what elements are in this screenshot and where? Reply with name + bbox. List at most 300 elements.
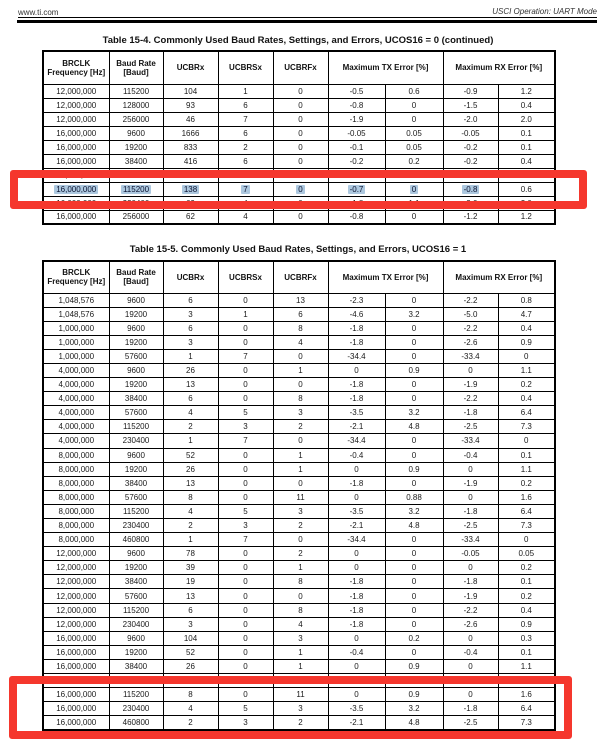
table-cell: 8,000,000 (43, 533, 109, 547)
table-cell: 8,000,000 (43, 462, 109, 476)
table-cell: 0 (273, 196, 328, 210)
table-cell: 230400 (109, 617, 163, 631)
table-cell: -1.8 (328, 617, 385, 631)
table-cell: -1.8 (328, 603, 385, 617)
table-cell: 0 (443, 561, 498, 575)
table-row (43, 448, 555, 462)
table-cell: 230400 (109, 434, 163, 448)
table-cell: 4,000,000 (43, 434, 109, 448)
column-header: Maximum TX Error [%] (328, 51, 443, 84)
table-cell: 0.2 (385, 631, 443, 645)
column-header: UCBRSx (218, 51, 273, 84)
table-row (43, 603, 555, 617)
table-row (43, 490, 555, 504)
table-cell: 7 (218, 112, 273, 126)
table-cell: 3.2 (385, 406, 443, 420)
table-cell: 2 (273, 547, 328, 561)
table-cell: -34.4 (328, 434, 385, 448)
table-cell: 7 (218, 434, 273, 448)
table-cell: 230400 (109, 702, 163, 716)
table-cell: 0.1 (498, 448, 555, 462)
table-row (43, 210, 555, 224)
table-cell: -1.8 (328, 335, 385, 349)
table-cell: -1.8 (328, 196, 385, 210)
table-row (43, 392, 555, 406)
table-cell: -0.3 (328, 168, 385, 182)
table-cell: 8 (163, 490, 218, 504)
table-row (43, 363, 555, 377)
table-cell (328, 182, 385, 196)
column-header: UCBRFx (273, 261, 328, 293)
table-cell: 57600 (109, 406, 163, 420)
table-cell: 1 (218, 307, 273, 321)
table-cell: 1666 (163, 126, 218, 140)
selected-text: 138 (183, 184, 198, 194)
baud-rate-table-ucos16-0 (42, 50, 556, 225)
table-cell: 3 (163, 307, 218, 321)
selected-text: 16,000,000 (56, 184, 97, 194)
table-cell: -34.4 (328, 349, 385, 363)
table-cell: 0 (385, 547, 443, 561)
table-cell: -2.5 (443, 716, 498, 730)
table-cell: 16,000,000 (43, 196, 109, 210)
table-cell: -0.05 (443, 126, 498, 140)
table-cell: 19200 (109, 307, 163, 321)
table-cell: 4.8 (385, 519, 443, 533)
table-cell: 0.4 (498, 392, 555, 406)
table-cell: 26 (163, 462, 218, 476)
table-cell: -2.2 (443, 392, 498, 406)
column-header: Baud Rate [Baud] (109, 51, 163, 84)
table-cell: 9600 (109, 363, 163, 377)
table-cell: -2.1 (328, 519, 385, 533)
table-cell: 0.9 (385, 363, 443, 377)
table-cell: 57600 (109, 674, 163, 688)
table-cell: 57600 (109, 490, 163, 504)
table-cell: -1.8 (443, 575, 498, 589)
table-cell: 0.2 (498, 378, 555, 392)
table-cell: 0 (218, 659, 273, 673)
table-cell: 4 (273, 335, 328, 349)
table-cell: 1 (273, 462, 328, 476)
table-cell: 8 (273, 603, 328, 617)
table-cell: 4.8 (385, 716, 443, 730)
table-cell: 0 (328, 631, 385, 645)
table-cell: 6 (273, 674, 328, 688)
table-cell: 11 (273, 688, 328, 702)
table-cell: -2.2 (443, 293, 498, 307)
table-cell: 8,000,000 (43, 519, 109, 533)
table-cell: 9600 (109, 126, 163, 140)
table-cell: -0.05 (443, 547, 498, 561)
table-cell: 833 (163, 140, 218, 154)
table-cell: 460800 (109, 716, 163, 730)
table-cell: 0.2 (385, 154, 443, 168)
table-cell: 5 (218, 702, 273, 716)
table-cell: -1.8 (328, 476, 385, 490)
column-header: BRCLK Frequency [Hz] (43, 261, 109, 293)
table-cell: 0 (385, 321, 443, 335)
table-cell: 9600 (109, 448, 163, 462)
table-cell: -4.6 (328, 307, 385, 321)
table-cell: 4 (218, 196, 273, 210)
table-cell: -1.8 (328, 575, 385, 589)
table-row (43, 631, 555, 645)
table-cell: -1.2 (443, 210, 498, 224)
table-row (43, 84, 555, 98)
table-row (43, 674, 555, 688)
table-cell: 13 (163, 589, 218, 603)
table-cell: 3 (163, 335, 218, 349)
table-cell: 19200 (109, 561, 163, 575)
table-cell: 16,000,000 (43, 702, 109, 716)
table-cell: 19200 (109, 335, 163, 349)
table-cell: 0 (385, 476, 443, 490)
table-cell: 0.2 (498, 561, 555, 575)
table-cell: 0 (218, 462, 273, 476)
table2-header (43, 261, 555, 293)
table-cell: 0 (273, 140, 328, 154)
table-cell: -1.9 (443, 589, 498, 603)
table-cell: -3.5 (328, 406, 385, 420)
table-cell: -2.5 (443, 420, 498, 434)
table-cell: 2.0 (498, 112, 555, 126)
table-cell: 0 (328, 688, 385, 702)
table-cell: 0.4 (498, 321, 555, 335)
table-cell: 4,000,000 (43, 378, 109, 392)
table-cell: -0.9 (443, 84, 498, 98)
table-cell: 3 (273, 504, 328, 518)
table-row (43, 112, 555, 126)
table-cell: 1.2 (498, 210, 555, 224)
table-cell: 19 (163, 575, 218, 589)
table-cell: 12,000,000 (43, 547, 109, 561)
table-cell: 0 (218, 589, 273, 603)
table-cell: 7 (218, 349, 273, 363)
table-row (43, 547, 555, 561)
table-cell: 0 (273, 533, 328, 547)
table-cell: -0.8 (328, 210, 385, 224)
table-cell: 0 (443, 363, 498, 377)
table-row (43, 154, 555, 168)
table-cell: 4,000,000 (43, 406, 109, 420)
site-url: www.ti.com (18, 8, 59, 17)
table-cell: 0 (385, 448, 443, 462)
table-cell: 9600 (109, 321, 163, 335)
table-cell: -2.1 (328, 420, 385, 434)
table-cell: 0 (218, 321, 273, 335)
table-cell: 0 (218, 448, 273, 462)
table-cell: 1.1 (498, 363, 555, 377)
table-cell: 12,000,000 (43, 98, 109, 112)
table-cell: 62 (163, 210, 218, 224)
table-cell: 0 (385, 561, 443, 575)
table-cell: 0.6 (498, 182, 555, 196)
table-cell: 38400 (109, 659, 163, 673)
table-cell: -1.9 (443, 476, 498, 490)
table-row (43, 406, 555, 420)
column-header: Maximum RX Error [%] (443, 261, 555, 293)
table-row (43, 321, 555, 335)
table-cell: 12,000,000 (43, 561, 109, 575)
table-cell: -1.8 (443, 406, 498, 420)
table-cell: 12,000,000 (43, 84, 109, 98)
table1-body (43, 84, 555, 224)
table-cell: 0 (218, 617, 273, 631)
table-cell: 1.1 (498, 659, 555, 673)
table-cell: 2 (218, 140, 273, 154)
table-cell: 1 (273, 448, 328, 462)
table-cell: 4.7 (498, 307, 555, 321)
table-cell: -1.8 (443, 504, 498, 518)
table-cell: 416 (163, 154, 218, 168)
table-cell: -1.5 (443, 98, 498, 112)
table2-caption: Table 15-5. Commonly Used Baud Rates, Settings, and Errors, UCOS16 = 1 (129, 244, 467, 255)
table-cell: 0 (218, 476, 273, 490)
table-cell: 0 (218, 674, 273, 688)
table-cell: 1 (218, 84, 273, 98)
table-row (43, 504, 555, 518)
table-cell: 104 (163, 631, 218, 645)
table-cell: 9600 (109, 293, 163, 307)
table-cell: 11 (273, 490, 328, 504)
table-cell: 52 (163, 448, 218, 462)
table-cell: 256000 (109, 210, 163, 224)
table-cell: 2 (273, 716, 328, 730)
table-cell: 0.6 (385, 84, 443, 98)
table-cell: 0 (443, 462, 498, 476)
table-cell: 16,000,000 (43, 154, 109, 168)
table-cell: 0 (273, 112, 328, 126)
table-cell: -1.8 (328, 321, 385, 335)
table-cell: 6 (273, 307, 328, 321)
table-cell: 0 (218, 293, 273, 307)
table-cell: -2.2 (443, 321, 498, 335)
table-cell: -1.8 (328, 378, 385, 392)
table-cell: -33.4 (443, 533, 498, 547)
column-header: Maximum RX Error [%] (443, 51, 555, 84)
table-cell: 8 (273, 321, 328, 335)
table-cell: 2 (273, 420, 328, 434)
table-cell: 0.1 (498, 645, 555, 659)
table-row (43, 462, 555, 476)
table-cell: 3 (218, 420, 273, 434)
table-cell: 0 (328, 674, 385, 688)
table-cell: 0 (218, 603, 273, 617)
table-cell: 6.4 (498, 406, 555, 420)
table-row (43, 335, 555, 349)
table-cell: 0 (218, 392, 273, 406)
table-row (43, 617, 555, 631)
table-cell: 16,000,000 (43, 631, 109, 645)
table-cell: 0 (385, 645, 443, 659)
table-cell: 460800 (109, 533, 163, 547)
table-cell: 0 (385, 603, 443, 617)
table-cell: 0 (273, 154, 328, 168)
table-cell: -3.5 (328, 702, 385, 716)
table-row (43, 420, 555, 434)
table-cell: 13 (163, 378, 218, 392)
table-cell: 0.2 (498, 476, 555, 490)
table-cell: 0 (273, 378, 328, 392)
table-cell: 1 (273, 561, 328, 575)
table-cell: 26 (163, 659, 218, 673)
table-row (43, 688, 555, 702)
table-cell: 0.9 (385, 462, 443, 476)
table-cell: 6 (218, 98, 273, 112)
table-cell: 3.2 (385, 702, 443, 716)
table-cell (385, 182, 443, 196)
table-cell: 19200 (109, 645, 163, 659)
selected-text: 7 (243, 184, 248, 194)
table-cell: 19200 (109, 378, 163, 392)
selected-text: -0.8 (463, 184, 478, 194)
table-cell: 6.4 (498, 504, 555, 518)
table-row (43, 293, 555, 307)
table-cell: 0.05 (498, 547, 555, 561)
selected-text: 0 (411, 184, 417, 194)
table-cell: 1.6 (498, 490, 555, 504)
table-cell: 16,000,000 (43, 659, 109, 673)
table-cell: 0.3 (385, 168, 443, 182)
table-cell: 0 (273, 126, 328, 140)
table-cell: 38400 (109, 154, 163, 168)
table-row (43, 561, 555, 575)
table-cell: -0.2 (328, 154, 385, 168)
table-cell: 0 (385, 349, 443, 363)
table-cell: 3 (218, 716, 273, 730)
table-row (43, 196, 555, 210)
table-cell: 46 (163, 112, 218, 126)
table-cell: 0.9 (385, 659, 443, 673)
header-rule-thin (18, 17, 597, 18)
table-row (43, 182, 555, 196)
table-cell: 0 (328, 490, 385, 504)
table-cell: 2 (163, 420, 218, 434)
table-cell: 0.4 (498, 154, 555, 168)
table-cell: 0.3 (498, 631, 555, 645)
table-cell: -0.2 (443, 140, 498, 154)
table-cell: 12,000,000 (43, 603, 109, 617)
table-cell: 16,000,000 (43, 210, 109, 224)
table-cell: -2.0 (443, 196, 498, 210)
table-cell: 0.9 (498, 335, 555, 349)
table-cell (43, 182, 109, 196)
column-header: UCBRx (163, 261, 218, 293)
table-cell: 12,000,000 (43, 617, 109, 631)
table-cell: 16,000,000 (43, 688, 109, 702)
table-cell: 0 (498, 434, 555, 448)
table-cell: 1.1 (498, 462, 555, 476)
table-cell: -2.1 (328, 716, 385, 730)
table-cell: 1 (273, 659, 328, 673)
table-cell: 0 (218, 561, 273, 575)
table-cell: 9600 (109, 547, 163, 561)
table-cell: 8,000,000 (43, 476, 109, 490)
table-cell: 1,048,576 (43, 307, 109, 321)
table-cell: 19200 (109, 140, 163, 154)
table-cell: 4,000,000 (43, 392, 109, 406)
baud-rate-table-ucos16-1 (42, 260, 556, 731)
table-row (43, 98, 555, 112)
table-cell: -0.4 (328, 448, 385, 462)
table-cell (443, 182, 498, 196)
table-cell: -34.4 (328, 533, 385, 547)
table-cell: 1.6 (498, 688, 555, 702)
table-cell: -1.9 (328, 112, 385, 126)
table-cell: 4 (273, 617, 328, 631)
table-cell: 8 (273, 575, 328, 589)
table-cell: 104 (163, 84, 218, 98)
table-cell: 38400 (109, 575, 163, 589)
table-cell: 1,048,576 (43, 293, 109, 307)
table-cell: 16,000,000 (43, 645, 109, 659)
table-cell: 8 (273, 392, 328, 406)
table-cell: 0 (273, 84, 328, 98)
table-cell: 0 (498, 349, 555, 363)
table-cell: 0 (385, 589, 443, 603)
table-cell: 8 (163, 688, 218, 702)
table-cell: 3 (273, 406, 328, 420)
table-cell: -0.8 (328, 98, 385, 112)
table-cell: 0 (218, 645, 273, 659)
table-cell: -1.9 (443, 378, 498, 392)
table-cell: 0 (385, 392, 443, 406)
table-cell: 8,000,000 (43, 448, 109, 462)
table-cell: -1.8 (328, 589, 385, 603)
table-cell: 0.1 (498, 126, 555, 140)
table-cell: 12,000,000 (43, 112, 109, 126)
table-cell: 0 (273, 349, 328, 363)
table1-caption: Table 15-4. Commonly Used Baud Rates, Settings, and Errors, UCOS16 = 0 (continued) (102, 35, 494, 46)
table-cell: 0.1 (498, 140, 555, 154)
table-cell: 12,000,000 (43, 589, 109, 603)
table1-header (43, 51, 555, 84)
table-cell: 0 (273, 210, 328, 224)
table-cell: 0 (218, 335, 273, 349)
table-cell: 230400 (109, 519, 163, 533)
table-row (43, 349, 555, 363)
table-cell: 6 (218, 154, 273, 168)
table-cell: 3 (163, 617, 218, 631)
table-cell: -2.6 (443, 335, 498, 349)
table-row (43, 168, 555, 182)
table-cell: -0.4 (328, 645, 385, 659)
table-cell: -0.05 (328, 126, 385, 140)
table-cell: -0.5 (443, 168, 498, 182)
table-cell: -33.4 (443, 349, 498, 363)
table-cell: 57600 (109, 589, 163, 603)
section-title: USCI Operation: UART Mode (492, 7, 597, 16)
column-header: Baud Rate [Baud] (109, 261, 163, 293)
table-cell: 0 (218, 547, 273, 561)
table-cell: 115200 (109, 603, 163, 617)
table-cell: 4,000,000 (43, 420, 109, 434)
table-cell: 0.05 (385, 140, 443, 154)
table-cell: -0.5 (328, 84, 385, 98)
table-row (43, 645, 555, 659)
table-cell: 13 (273, 293, 328, 307)
table-cell: 0 (328, 561, 385, 575)
table-cell: 3 (273, 631, 328, 645)
table-cell: 8,000,000 (43, 504, 109, 518)
table-cell: 3 (273, 702, 328, 716)
header-rule-thick (17, 20, 597, 23)
table-cell: 115200 (109, 420, 163, 434)
table-cell: 16,000,000 (43, 674, 109, 688)
table-cell: -0.4 (443, 448, 498, 462)
table-cell: 0.8 (498, 293, 555, 307)
